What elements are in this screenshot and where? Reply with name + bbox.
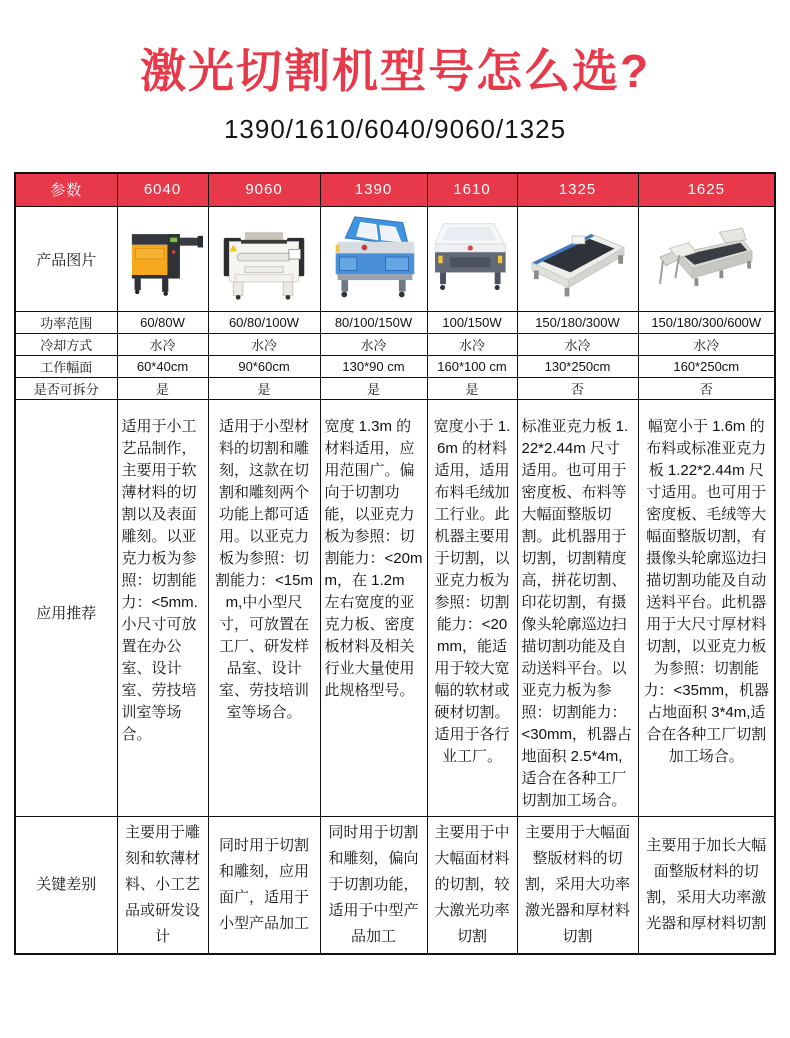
product-image-1610 <box>430 213 514 305</box>
difference-1325: 主要用于大幅面整版材料的切割，采用大功率激光器和厚材料切割 <box>517 817 638 954</box>
detachable-row <box>15 378 775 400</box>
product-image-row <box>15 207 775 312</box>
application-1625: 幅宽小于 1.6m 的布料或标准亚克力板 1.22*2.44m 尺寸适用。也可用于密度板、毛绒等大幅面整版切割，有摄像头轮廓巡边扫描切割功能及自动送料平台。此机器用于大尺寸厚材料切割，以亚克力板为参照：切割能力：<35mm，机器占地面积 3*4m,适合在各种工厂切割加工场合。 <box>638 400 775 817</box>
detachable-1390: 是 <box>320 378 427 400</box>
difference-1610: 主要用于中大幅面材料的切割，较大激光功率切割 <box>427 817 517 954</box>
area-1325: 130*250cm <box>517 356 638 378</box>
application-1325: 标准亚克力板 1.22*2.44m 尺寸适用。也可用于密度板、布料等大幅面整版切割。此机器用于切割，切割精度高，拼花切割、印花切割，有摄像头轮廓巡边扫描切割功能及自动送料平台。以亚克力板为参照：切割能力：<30mm，机器占地面积 2.5*4m,适合在各种工厂切割加工场合。 <box>517 400 638 817</box>
model-header-6040: 6040 <box>117 173 208 207</box>
cooling-row <box>15 334 775 356</box>
difference-1390: 同时用于切割和雕刻，偏向于切割功能，适用于中型产品加工 <box>320 817 427 954</box>
application-9060: 适用于小型材料的切割和雕刻，这款在切割和雕刻两个功能上都可适用。以亚克力板为参照：切割能力：<15mm,中小型尺寸，可放置在工厂、研发样品室、设计室、劳技培训室等场合。 <box>208 400 320 817</box>
power-1325: 150/180/300W <box>517 312 638 334</box>
header-row <box>15 173 775 207</box>
power-1625: 150/180/300/600W <box>638 312 775 334</box>
model-header-1625: 1625 <box>638 173 775 207</box>
area-6040: 60*40cm <box>117 356 208 378</box>
product-image-6040 <box>123 213 203 305</box>
area-9060: 90*60cm <box>208 356 320 378</box>
power-9060: 60/80/100W <box>208 312 320 334</box>
model-header-1325: 1325 <box>517 173 638 207</box>
difference-6040: 主要用于雕刻和软薄材料、小工艺品或研发设计 <box>117 817 208 954</box>
application-6040: 适用于小工艺品制作，主要用于软薄材料的切割以及表面雕刻。以亚克力板为参照：切割能力：<5mm.小尺寸可放置在办公室、设计室、劳技培训室等场合。 <box>117 400 208 817</box>
row-label-cooling: 冷却方式 <box>15 334 117 356</box>
detachable-1610: 是 <box>427 378 517 400</box>
area-1625: 160*250cm <box>638 356 775 378</box>
model-header-9060: 9060 <box>208 173 320 207</box>
page-subtitle: 1390/1610/6040/9060/1325 <box>223 113 567 144</box>
application-row <box>15 400 775 817</box>
product-image-1390 <box>325 213 423 305</box>
power-1610: 100/150W <box>427 312 517 334</box>
power-6040: 60/80W <box>117 312 208 334</box>
application-1390: 宽度 1.3m 的材料适用，应用范围广。偏向于切割功能，以亚克力板为参照：切割能力：<20mm，在 1.2m 左右宽度的亚克力板、密度板材料及相关行业大量使用此规格型号。 <box>320 400 427 817</box>
product-image-1625 <box>642 213 770 305</box>
cooling-1325: 水冷 <box>517 334 638 356</box>
power-range-row <box>15 312 775 334</box>
power-1390: 80/100/150W <box>320 312 427 334</box>
comparison-table <box>14 172 776 955</box>
cooling-9060: 水冷 <box>208 334 320 356</box>
area-1610: 160*100 cm <box>427 356 517 378</box>
model-header-1390: 1390 <box>320 173 427 207</box>
row-label-power: 功率范围 <box>15 312 117 334</box>
row-label-area: 工作幅面 <box>15 356 117 378</box>
row-label-application: 应用推荐 <box>15 400 117 817</box>
work-area-row <box>15 356 775 378</box>
cooling-1390: 水冷 <box>320 334 427 356</box>
model-header-1610: 1610 <box>427 173 517 207</box>
row-label-product-image: 产品图片 <box>15 207 117 312</box>
param-header-cell: 参数 <box>15 173 117 207</box>
row-label-detachable: 是否可拆分 <box>15 378 117 400</box>
page-title: 激光切割机型号怎么选? <box>139 45 651 97</box>
product-image-9060 <box>214 213 314 305</box>
key-difference-row <box>15 817 775 954</box>
cooling-1625: 水冷 <box>638 334 775 356</box>
difference-1625: 主要用于加长大幅面整版材料的切割，采用大功率激光器和厚材料切割 <box>638 817 775 954</box>
product-image-1325 <box>522 213 634 305</box>
detachable-1325: 否 <box>517 378 638 400</box>
detachable-1625: 否 <box>638 378 775 400</box>
detachable-9060: 是 <box>208 378 320 400</box>
difference-9060: 同时用于切割和雕刻，应用面广，适用于小型产品加工 <box>208 817 320 954</box>
area-1390: 130*90 cm <box>320 356 427 378</box>
cooling-6040: 水冷 <box>117 334 208 356</box>
cooling-1610: 水冷 <box>427 334 517 356</box>
application-1610: 宽度小于 1.6m 的材料适用，适用布料毛绒加工行业。此机器主要用于切割，以亚克力板为参照：切割能力：<20mm，能适用于较大宽幅的软材或硬材切割。适用于各行业工厂。 <box>427 400 517 817</box>
row-label-difference: 关键差别 <box>15 817 117 954</box>
detachable-6040: 是 <box>117 378 208 400</box>
